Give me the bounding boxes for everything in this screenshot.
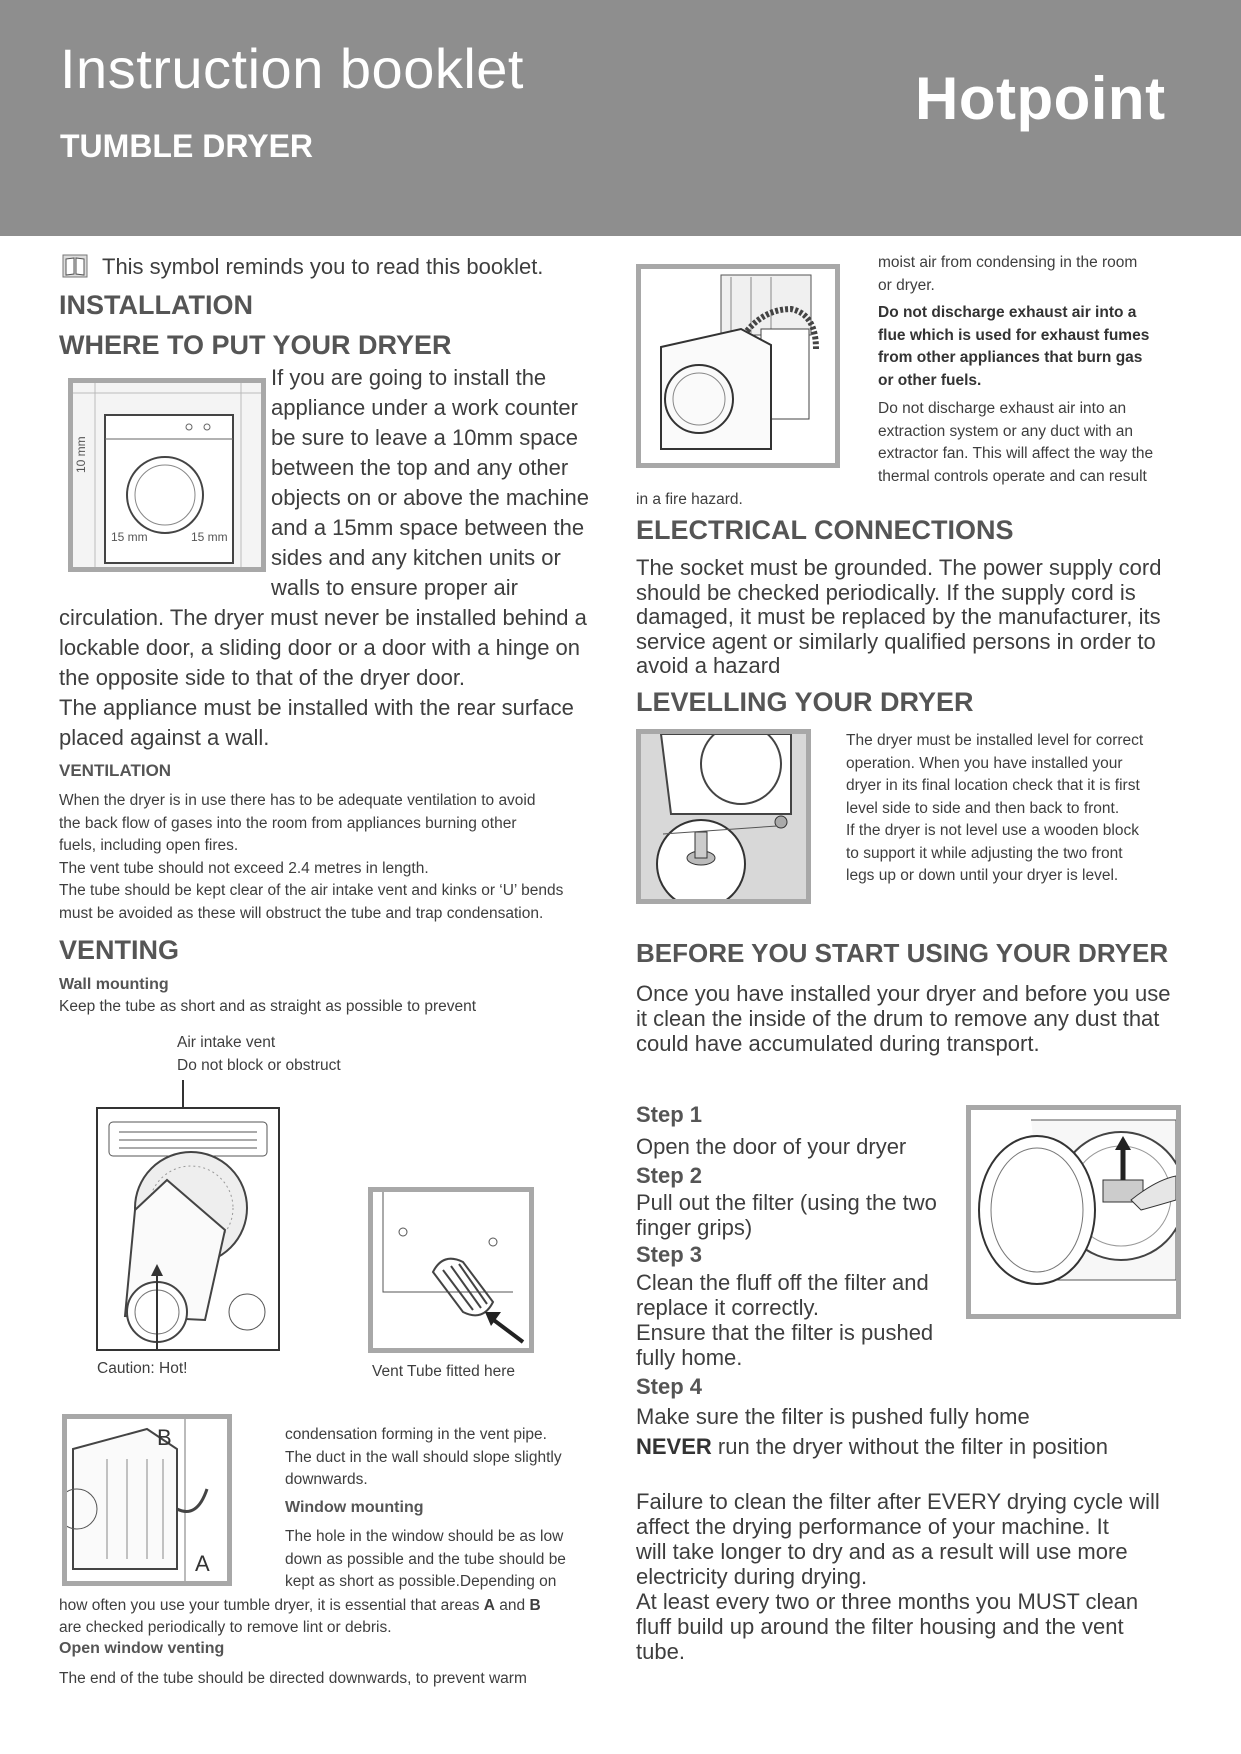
text-line: lockable door, a sliding door or a door with a hinge on xyxy=(59,635,581,660)
rear-dryer-figure xyxy=(95,1080,285,1352)
text-line: kept as short as possible.Depending on xyxy=(285,1573,557,1590)
page-subtitle: TUMBLE DRYER xyxy=(60,128,314,164)
fig-label-right: 15 mm xyxy=(191,530,228,544)
text-line: The tube should be kept clear of the air intake vent and kinks or ‘U’ bends xyxy=(59,882,564,899)
caution-label: Caution: Hot! xyxy=(97,1360,188,1377)
step-4-block xyxy=(636,1402,1216,1462)
text-line: Once you have installed your dryer and before you use xyxy=(636,981,1171,1006)
text-line: dryer in its final location check that it is first xyxy=(846,777,1140,794)
text-line: and a 15mm space between the xyxy=(271,515,585,540)
text-line: sides and any kitchen units or xyxy=(271,545,561,570)
text-line: finger grips) xyxy=(636,1215,753,1240)
text-line: tube. xyxy=(636,1639,685,1664)
condensation-text xyxy=(285,1424,625,1492)
vent-tube-figure xyxy=(368,1187,534,1353)
where-full-text xyxy=(59,603,619,753)
text-line: the opposite side to that of the dryer door. xyxy=(59,665,466,690)
exhaust-figure xyxy=(636,264,840,468)
area-a-label: A xyxy=(483,1597,495,1614)
text-line: Do not discharge exhaust air into an xyxy=(878,400,1127,417)
text-line: extractor fan. This will affect the way the xyxy=(878,445,1154,462)
text-line: placed against a wall. xyxy=(59,725,270,750)
levelling-text xyxy=(846,730,1196,888)
step-4-text: Make sure the filter is pushed fully home xyxy=(636,1404,1030,1429)
text-line: Failure to clean the filter after EVERY drying cycle will xyxy=(636,1489,1160,1514)
never-rest: run the dryer without the filter in position xyxy=(717,1434,1109,1459)
text-line: Ensure that the filter is pushed xyxy=(636,1320,934,1345)
symbol-note: This symbol reminds you to read this booklet. xyxy=(102,254,544,279)
fire-hazard-text: in a fire hazard. xyxy=(636,491,743,508)
before-heading: BEFORE YOU START USING YOUR DRYER xyxy=(636,938,1169,968)
before-text xyxy=(636,981,1216,1056)
never-line xyxy=(636,1432,1216,1462)
text-line: If you are going to install the xyxy=(271,365,547,390)
step-4-heading: Step 4 xyxy=(636,1374,703,1399)
text-line: should be checked periodically. If the supply cord is xyxy=(636,579,1136,605)
fig-letter-b: B xyxy=(157,1425,172,1450)
step-2-heading: Step 2 xyxy=(636,1163,703,1188)
text-line: or other fuels. xyxy=(878,371,982,389)
levelling-heading: LEVELLING YOUR DRYER xyxy=(636,687,974,717)
text-line: flue which is used for exhaust fumes xyxy=(878,326,1150,344)
text-line: circulation. The dryer must never be installed behind a xyxy=(59,605,587,630)
clearance-figure xyxy=(68,378,266,572)
text-line: downwards. xyxy=(285,1471,368,1488)
text-line: The vent tube should not exceed 2.4 metres in length. xyxy=(59,859,429,877)
areas-text-2: are checked periodically to remove lint or debris. xyxy=(59,1619,392,1636)
open-window-text: The end of the tube should be directed downwards, to prevent warm xyxy=(59,1670,527,1687)
text-line: legs up or down until your dryer is level. xyxy=(846,867,1119,884)
text-line: affect the drying performance of your machine. It xyxy=(636,1514,1109,1539)
where-heading: WHERE TO PUT YOUR DRYER xyxy=(59,330,452,360)
wall-mounting-text: Keep the tube as short and as straight as possible to prevent xyxy=(59,998,477,1015)
areas-text xyxy=(59,1595,629,1618)
text-line: operation. When you have installed your xyxy=(846,754,1123,772)
text-line: from other appliances that burn gas xyxy=(878,349,1143,366)
vent-tube-label: Vent Tube fitted here xyxy=(372,1363,516,1380)
installation-heading: INSTALLATION xyxy=(59,290,253,320)
text-line: At least every two or three months you MUST clean xyxy=(636,1589,1139,1614)
fig-label-left: 15 mm xyxy=(111,530,148,544)
text-line: fluff build up around the filter housing and the vent xyxy=(636,1614,1124,1639)
step-3-heading: Step 3 xyxy=(636,1242,703,1267)
text-line: Pull out the filter (using the two xyxy=(636,1190,937,1215)
filter-figure xyxy=(966,1105,1181,1319)
text-line: level side to side and then back to front. xyxy=(846,799,1120,817)
brand-logo: Hotpoint xyxy=(915,65,1166,132)
fig-label-top: 10 mm xyxy=(74,436,88,473)
text-line: objects on or above the machine xyxy=(271,485,589,510)
step-1-text: Open the door of your dryer xyxy=(636,1134,907,1159)
text-span: how often you use your tumble dryer, it is essential that areas xyxy=(59,1597,480,1614)
text-line: moist air from condensing in the room xyxy=(878,254,1138,271)
page-title: Instruction booklet xyxy=(60,37,524,100)
text-line: electricity during drying. xyxy=(636,1564,868,1589)
open-window-heading: Open window venting xyxy=(59,1640,225,1657)
area-b-label: B xyxy=(529,1597,541,1614)
levelling-figure xyxy=(636,729,811,904)
text-line: service agent or similarly qualified persons in order to xyxy=(636,628,1156,654)
text-line: the back flow of gases into the room from appliances burning other xyxy=(59,814,517,832)
book-icon xyxy=(62,254,88,278)
text-line: walls to ensure proper air xyxy=(271,575,519,600)
text-line: fuels, including open fires. xyxy=(59,837,239,854)
fig-letter-a: A xyxy=(195,1551,210,1576)
text-line: or dryer. xyxy=(878,276,935,294)
text-line: to support it while adjusting the two front xyxy=(846,844,1123,862)
text-line: it clean the inside of the drum to remove any dust that xyxy=(636,1006,1160,1031)
text-line: thermal controls operate and can result xyxy=(878,467,1147,485)
step-1-heading: Step 1 xyxy=(636,1102,703,1127)
venting-heading: VENTING xyxy=(59,935,180,965)
text-line: If the dryer is not level use a wooden block xyxy=(846,822,1139,839)
text-span: and xyxy=(499,1597,526,1614)
flue-warning xyxy=(878,302,1198,392)
text-line: The hole in the window should be as low xyxy=(285,1528,564,1545)
text-line: appliance under a work counter xyxy=(271,395,578,420)
text-line: avoid a hazard xyxy=(636,653,781,678)
text-line: Clean the fluff off the filter and xyxy=(636,1270,929,1295)
text-line: down as possible and the tube should be xyxy=(285,1550,566,1568)
text-line: The duct in the wall should slope slightly xyxy=(285,1448,562,1466)
wall-mounting-heading: Wall mounting xyxy=(59,976,169,993)
air-intake-label: Air intake vent xyxy=(177,1034,276,1051)
text-line: must be avoided as these will obstruct the tube and trap condensation. xyxy=(59,904,544,922)
text-line: The appliance must be installed with the rear surface xyxy=(59,695,574,720)
text-line: The dryer must be installed level for correct xyxy=(846,732,1144,749)
ventilation-text xyxy=(59,790,619,925)
text-line: be sure to leave a 10mm space xyxy=(271,425,578,450)
text-line: replace it correctly. xyxy=(636,1295,819,1320)
text-line: will take longer to dry and as a result will use more xyxy=(636,1539,1128,1564)
electrical-text xyxy=(636,556,1216,679)
text-line: When the dryer is in use there has to be adequate ventilation to avoid xyxy=(59,792,536,809)
text-line: between the top and any other xyxy=(271,455,569,480)
text-line: condensation forming in the vent pipe. xyxy=(285,1426,547,1443)
electrical-heading: ELECTRICAL CONNECTIONS xyxy=(636,515,1014,545)
text-line: extraction system or any duct with an xyxy=(878,422,1134,440)
text-line: The socket must be grounded. The power supply cord xyxy=(636,555,1162,580)
moist-text xyxy=(878,252,1198,297)
never-bold: NEVER xyxy=(636,1434,712,1459)
steps-block xyxy=(636,1100,966,1404)
where-wrap-text xyxy=(271,363,616,603)
text-line: Do not discharge exhaust air into a xyxy=(878,304,1137,321)
window-mounting-heading: Window mounting xyxy=(285,1499,424,1516)
air-intake-label-2: Do not block or obstruct xyxy=(177,1057,341,1074)
extraction-text xyxy=(878,398,1208,488)
text-line: fully home. xyxy=(636,1345,743,1370)
text-line: damaged, it must be replaced by the manufacturer, its xyxy=(636,604,1161,629)
text-line: could have accumulated during transport. xyxy=(636,1031,1040,1056)
window-mounting-text xyxy=(285,1526,625,1594)
ventilation-heading: VENTILATION xyxy=(59,761,172,780)
window-mounting-figure xyxy=(62,1414,232,1586)
failure-text xyxy=(636,1489,1226,1664)
